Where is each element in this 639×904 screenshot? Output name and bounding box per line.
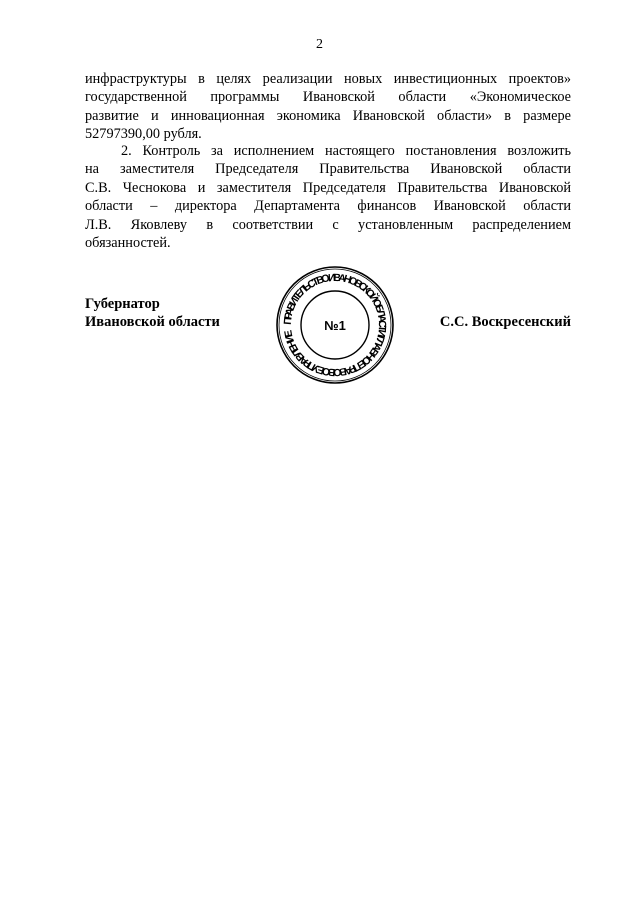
seal-graphic <box>274 264 396 386</box>
paragraph-2 <box>85 142 571 252</box>
paragraph-1-line: 52797390,00 рубля. <box>85 126 202 143</box>
paragraph-2-line: 2. Контроль за исполнением настоящего постановления возложить <box>121 143 571 159</box>
paragraph-1-line: развитие и инновационная экономика Ивановской области» в размере <box>85 107 571 124</box>
paragraph-2-line: на заместителя Председателя Правительства Ивановской области <box>85 161 571 178</box>
seal-ring-text: ПРАВИТЕЛЬСТВО ИВАНОВСКОЙ ОБЛАСТИ ГЛАВНОЕ ПРАВОВОЕ УПРАВЛЕНИЕ <box>281 271 389 379</box>
signatory-title-line-2: Ивановской области <box>85 314 220 331</box>
paragraph-1 <box>85 70 571 144</box>
paragraph-2-line: Л.В. Яковлеву в соответствии с установленным распределением <box>85 216 571 233</box>
paragraph-2-line: области – директора Департамента финансов Ивановской области <box>85 198 571 215</box>
official-seal <box>274 264 396 386</box>
paragraph-2-line: С.В. Чеснокова и заместителя Председателя Правительства Ивановской <box>85 179 571 196</box>
page-number: 2 <box>316 37 323 52</box>
paragraph-1-line: государственной программы Ивановской области «Экономическое <box>85 89 571 106</box>
signatory-title-line-1: Губернатор <box>85 296 160 312</box>
signatory-title <box>85 295 220 332</box>
paragraph-2-line: обязанностей. <box>85 235 171 252</box>
signatory-name: С.С. Воскресенский <box>439 314 571 330</box>
paragraph-1-line: инфраструктуры в целях реализации новых инвестиционных проектов» <box>85 71 571 87</box>
seal-number: №1 <box>324 318 346 333</box>
